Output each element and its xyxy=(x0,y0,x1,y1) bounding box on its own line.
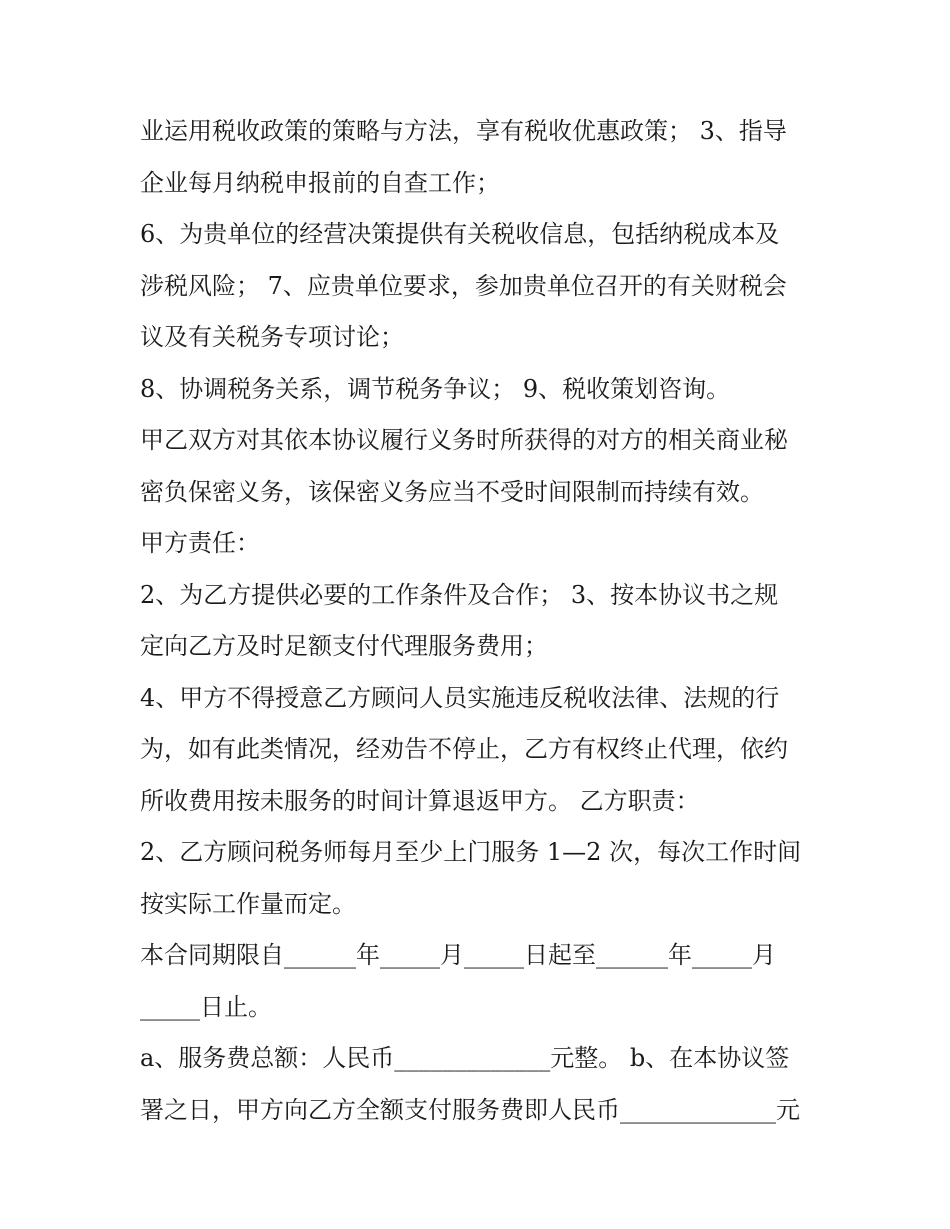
contract-text xyxy=(140,106,820,1136)
text-line: 定向乙方及时足额支付代理服务费用； xyxy=(140,632,548,660)
text-line: 2、乙方顾问税务师每月至少上门服务 1—2 次，每次工作时间 xyxy=(140,838,802,866)
text-line: 甲乙双方对其依本协议履行义务时所获得的对方的相关商业秘 xyxy=(140,426,788,454)
contract-term-line: _____日止。 xyxy=(140,992,272,1021)
text-line: 4、甲方不得授意乙方顾问人员实施违反税收法律、法规的行 xyxy=(140,683,780,712)
text-line: 企业每月纳税申报前的自查工作； xyxy=(140,168,500,197)
text-line: 按实际工作量而定。 xyxy=(140,889,356,918)
text-line: 2、为乙方提供必要的工作条件及合作； 3、按本协议书之规 xyxy=(140,580,779,609)
service-fee-line: 署之日，甲方向乙方全额支付服务费即人民币_____________元 xyxy=(140,1095,800,1124)
text-line: 业运用税收政策的策略与方法，享有税收优惠政策； 3、指导 xyxy=(140,117,787,145)
text-line: 议及有关税务专项讨论； xyxy=(140,323,404,351)
service-fee-line: a、服务费总额：人民币_____________元整。 b、在本协议签 xyxy=(140,1044,790,1072)
text-line: 密负保密义务，该保密义务应当不受时间限制而持续有效。 xyxy=(140,477,764,506)
text-line: 涉税风险； 7、应贵单位要求，参加贵单位召开的有关财税会 xyxy=(140,271,787,300)
text-line: 8、协调税务关系，调节税务争议； 9、税收策划咨询。 xyxy=(140,374,731,403)
contract-term-line: 本合同期限自______年_____月_____日起至______年_____月 xyxy=(140,941,776,969)
section-heading-party-a: 甲方责任： xyxy=(140,529,260,557)
text-line: 为，如有此类情况，经劝告不停止，乙方有权终止代理，依约 xyxy=(140,735,788,763)
text-line: 6、为贵单位的经营决策提供有关税收信息，包括纳税成本及 xyxy=(140,220,780,248)
text-line: 所收费用按未服务的时间计算退返甲方。 乙方职责： xyxy=(140,786,700,815)
